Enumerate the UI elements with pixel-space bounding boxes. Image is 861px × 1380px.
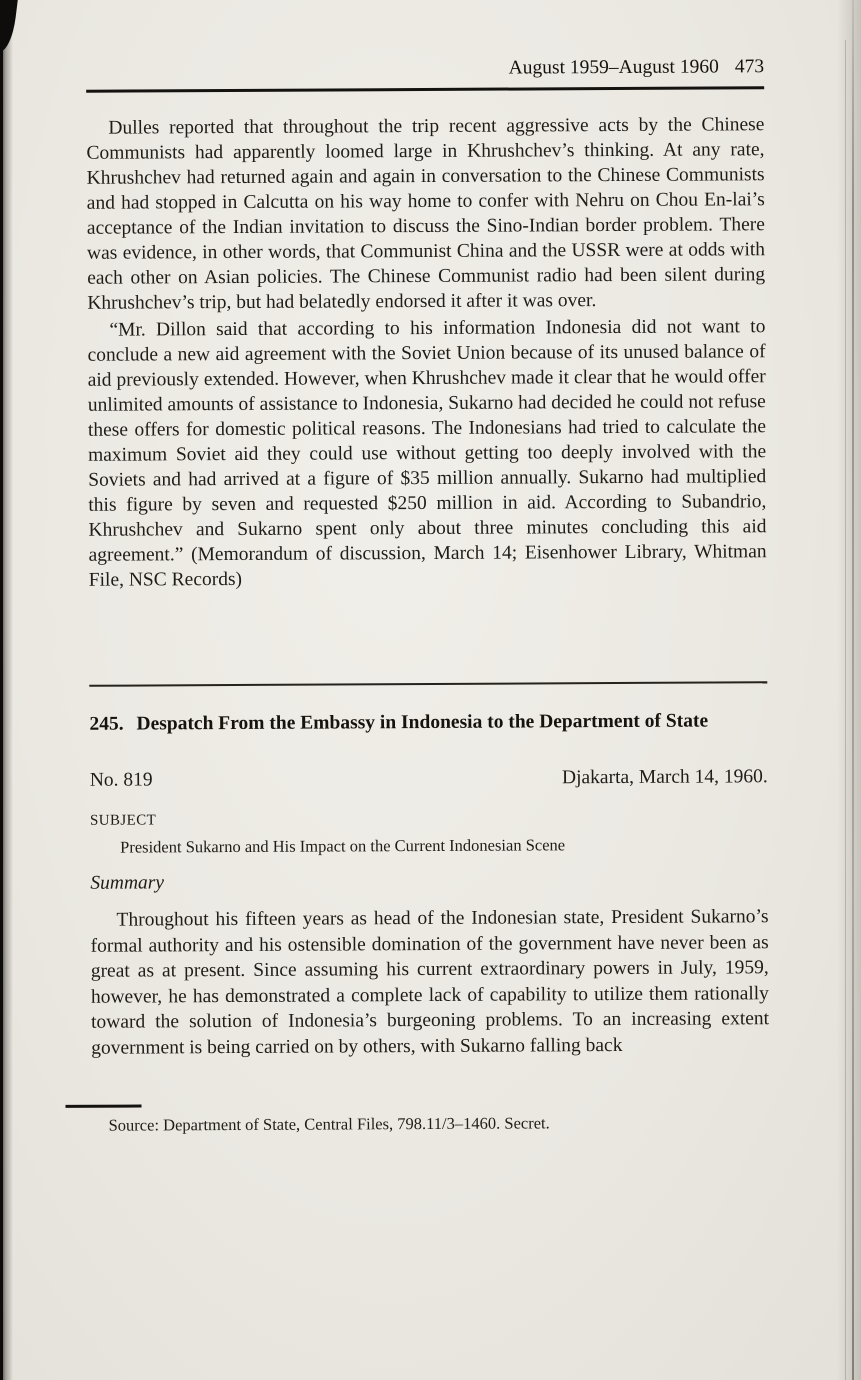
- dateline: Djakarta, March 14, 1960.: [561, 766, 768, 789]
- left-edge-binding-line: [0, 0, 3, 1380]
- editorial-note-paragraph: Dulles reported that throughout the trip recent aggressive acts by the Chinese Communists had apparently loomed large in Khrushchev’s thinking. At any rate, Khrushchev had returned again and again in conversation to the Chinese Communists and had stopped in Calcutta on his way home to confer with Nehru on Chou En-lai’s acceptance of the Indian invitation to discuss the Sino-Indian border problem. There was evidence, in other words, that Communist China and the USSR were at odds with each other on Asian policies. The Chinese Communist radio had been silent during Khrushchev’s trip, but had belatedly endorsed it after it was over.: [86, 114, 766, 314]
- footnote-rule: [65, 1104, 141, 1107]
- subject-text: President Sukarno and His Impact on the Current Indonesian Scene: [120, 835, 566, 857]
- section-divider-rule: [89, 681, 767, 687]
- header-rule: [86, 86, 764, 93]
- document-meta-row: [90, 764, 768, 793]
- summary-heading: Summary: [90, 872, 165, 894]
- scan-artifact-line: [852, 0, 854, 1380]
- right-edge-shading: [837, 0, 861, 1380]
- summary-paragraph: Throughout his fifteen years as head of the Indonesian state, President Sukarno’s formal authority and his ostensible domination of the government have never been as great as at present. Since assuming his current extraordinary powers in July, 1959, however, he has demonstrated a complete lack of capability to utilize them rationally toward the solution of Indonesia’s burgeoning problems. To an increasing extent government is being carried on by others, with Sukarno falling back: [90, 906, 770, 1059]
- document-number: 245.: [89, 713, 124, 735]
- running-header: [86, 54, 764, 83]
- subject-label: SUBJECT: [89, 812, 157, 829]
- footnote-source: Source: Department of State, Central Files, 798.11/3–1460. Secret.: [108, 1113, 550, 1135]
- footnote: [91, 1101, 769, 1136]
- page-content: [86, 54, 770, 1136]
- editorial-note-paragraph: “Mr. Dillon said that according to his information Indonesia did not want to conclude a new aid agreement with the Soviet Union because of its unused balance of aid previously extended. However, when Khrushchev made it clear that he would offer unlimited amounts of assistance to Indonesia, Sukarno had decided he could not refuse these offers for domestic political reasons. The Indonesians had tried to calculate the maximum Soviet aid they could use without getting too deeply involved with the Soviets and had arrived at a figure of $35 million annually. Sukarno had multiplied this figure by seven and requested $250 million in aid. According to Subandrio, Khrushchev and Sukarno spent only about three minutes concluding this aid agreement.” (Memorandum of discussion, March 14; Eisenhower Library, Whitman File, NSC Records): [87, 316, 767, 591]
- document-title: Despatch From the Embassy in Indonesia to the Department of State: [136, 710, 709, 735]
- document-heading: [89, 707, 767, 738]
- scan-artifact-line: [845, 40, 846, 1380]
- header-date-range: August 1959–August 1960: [508, 56, 719, 79]
- despatch-number: No. 819: [89, 769, 153, 791]
- header-page-number: 473: [734, 56, 765, 78]
